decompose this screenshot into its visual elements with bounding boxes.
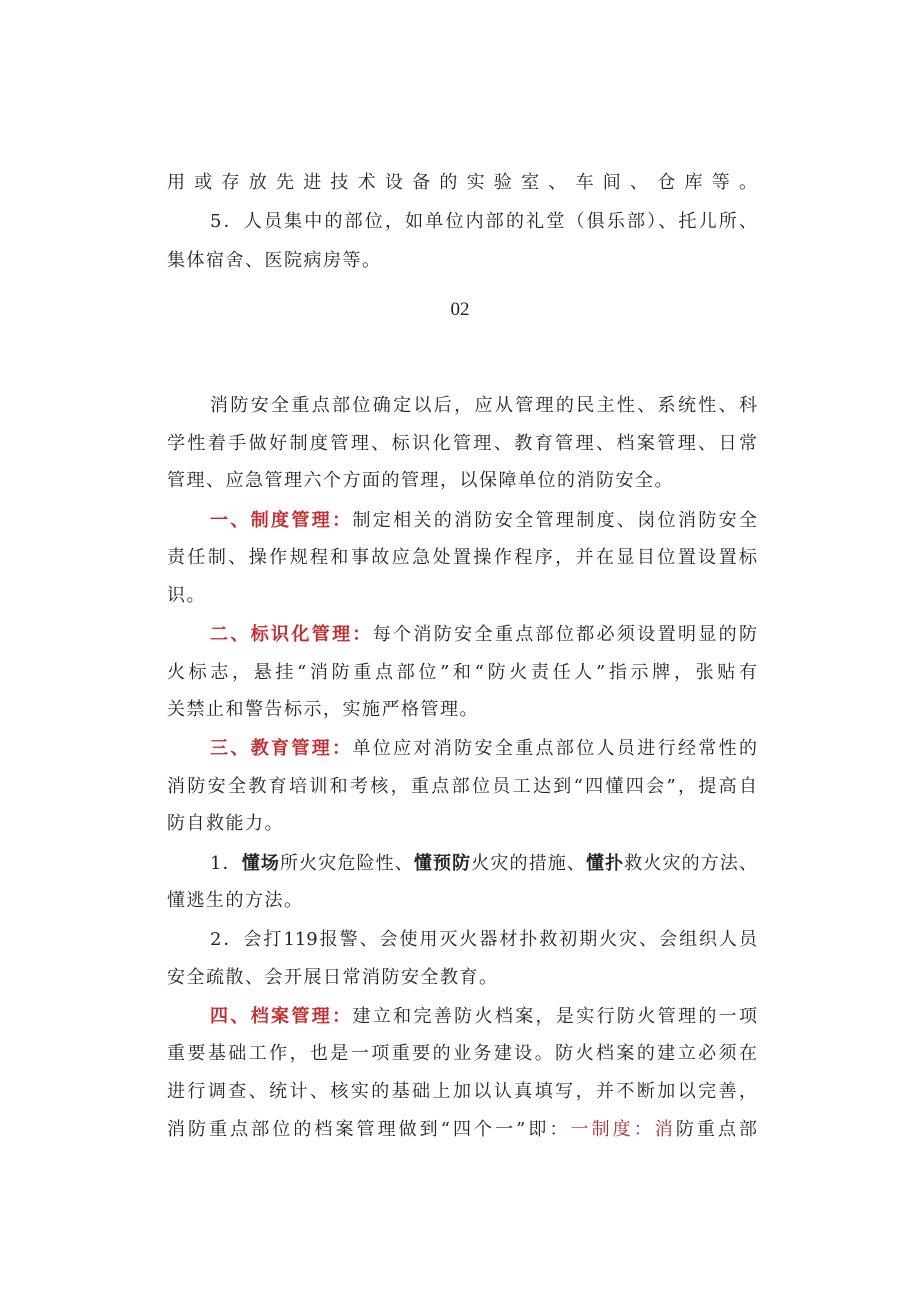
- item3-label: 三、教育管理：: [210, 738, 353, 759]
- item1-label: 一、制度管理：: [210, 510, 353, 531]
- item3-text-1: 单位应对消防安全重点部位人员进行经常性的: [352, 738, 758, 759]
- item2-line-2: 火标志，悬挂“消防重点部位”和“防火责任人”指示牌，张贴有: [167, 662, 757, 683]
- sub2-line-1: 2．会打119报警、会使用灭火器材扑救初期火灾、会组织人员: [210, 929, 757, 950]
- section-number: 02: [450, 299, 470, 320]
- item2-line-3: 关禁止和警告标示，实施严格管理。: [167, 699, 479, 720]
- sub1-number: 1．: [210, 853, 242, 874]
- sub1-line-1: [210, 852, 757, 876]
- para1-line-1: 消防安全重点部位确定以后，应从管理的民主性、系统性、科: [210, 395, 757, 416]
- item4-text-1: 建立和完善防火档案，是实行防火管理的一项: [352, 1006, 758, 1027]
- item4-text-4c: 防重点部: [675, 1119, 758, 1140]
- intro-line-3: 集体宿舍、医院病房等。: [167, 250, 382, 271]
- item4-text-4a: 消防重点部位的档案管理做到“四个一”即：: [167, 1119, 571, 1140]
- para1-line-3: 管理、应急管理六个方面的管理，以保障单位的消防安全。: [167, 470, 674, 491]
- item1-line-1: [210, 509, 757, 533]
- item3-line-3: 防自救能力。: [167, 813, 284, 834]
- item4-line-3: 进行调查、统计、核实的基础上加以认真填写，并不断加以完善，: [167, 1081, 757, 1102]
- item4-text-4b: 一制度：消: [570, 1119, 676, 1140]
- sub1-line-2: 懂逃生的方法。: [167, 890, 304, 911]
- item4-line-2: 重要基础工作，也是一项重要的业务建设。防火档案的建立必须在: [167, 1043, 757, 1064]
- item4-label: 四、档案管理：: [210, 1006, 353, 1027]
- item4-line-4: [167, 1118, 757, 1142]
- item2-line-1: [210, 623, 757, 647]
- para1-line-2: 学性着手做好制度管理、标识化管理、教育管理、档案管理、日常: [167, 433, 757, 454]
- sub1-text-3: 救火灾的方法、: [624, 853, 758, 874]
- item3-line-2: 消防安全教育培训和考核，重点部位员工达到“四懂四会”，提高自: [167, 776, 757, 797]
- item1-text-1: 制定相关的消防安全管理制度、岗位消防安全: [352, 510, 758, 531]
- item4-line-1: [210, 1005, 757, 1029]
- sub1-text-1: 所火灾危险性、: [279, 853, 414, 874]
- item1-line-3: 识。: [167, 585, 206, 606]
- item2-text-1: 每个消防安全重点部位都必须设置明显的防: [372, 624, 758, 645]
- item3-line-1: [210, 737, 757, 761]
- item2-label: 二、标识化管理：: [210, 624, 373, 645]
- sub1-text-2: 火灾的措施、: [471, 853, 587, 874]
- sub2-line-2: 安全疏散、会开展日常消防安全教育。: [167, 967, 499, 988]
- intro-line-1: 用或存放先进技术设备的实验室、车间、仓库等。: [167, 172, 757, 193]
- item1-line-2: 责任制、操作规程和事故应急处置操作程序，并在显目位置设置标: [167, 547, 757, 568]
- sub1-bold-1: 懂场: [241, 853, 280, 874]
- intro-line-2: 5．人员集中的部位，如单位内部的礼堂（俱乐部）、托儿所、: [210, 211, 757, 232]
- sub1-bold-3: 懂扑: [586, 853, 625, 874]
- sub1-bold-2: 懂预防: [413, 853, 472, 874]
